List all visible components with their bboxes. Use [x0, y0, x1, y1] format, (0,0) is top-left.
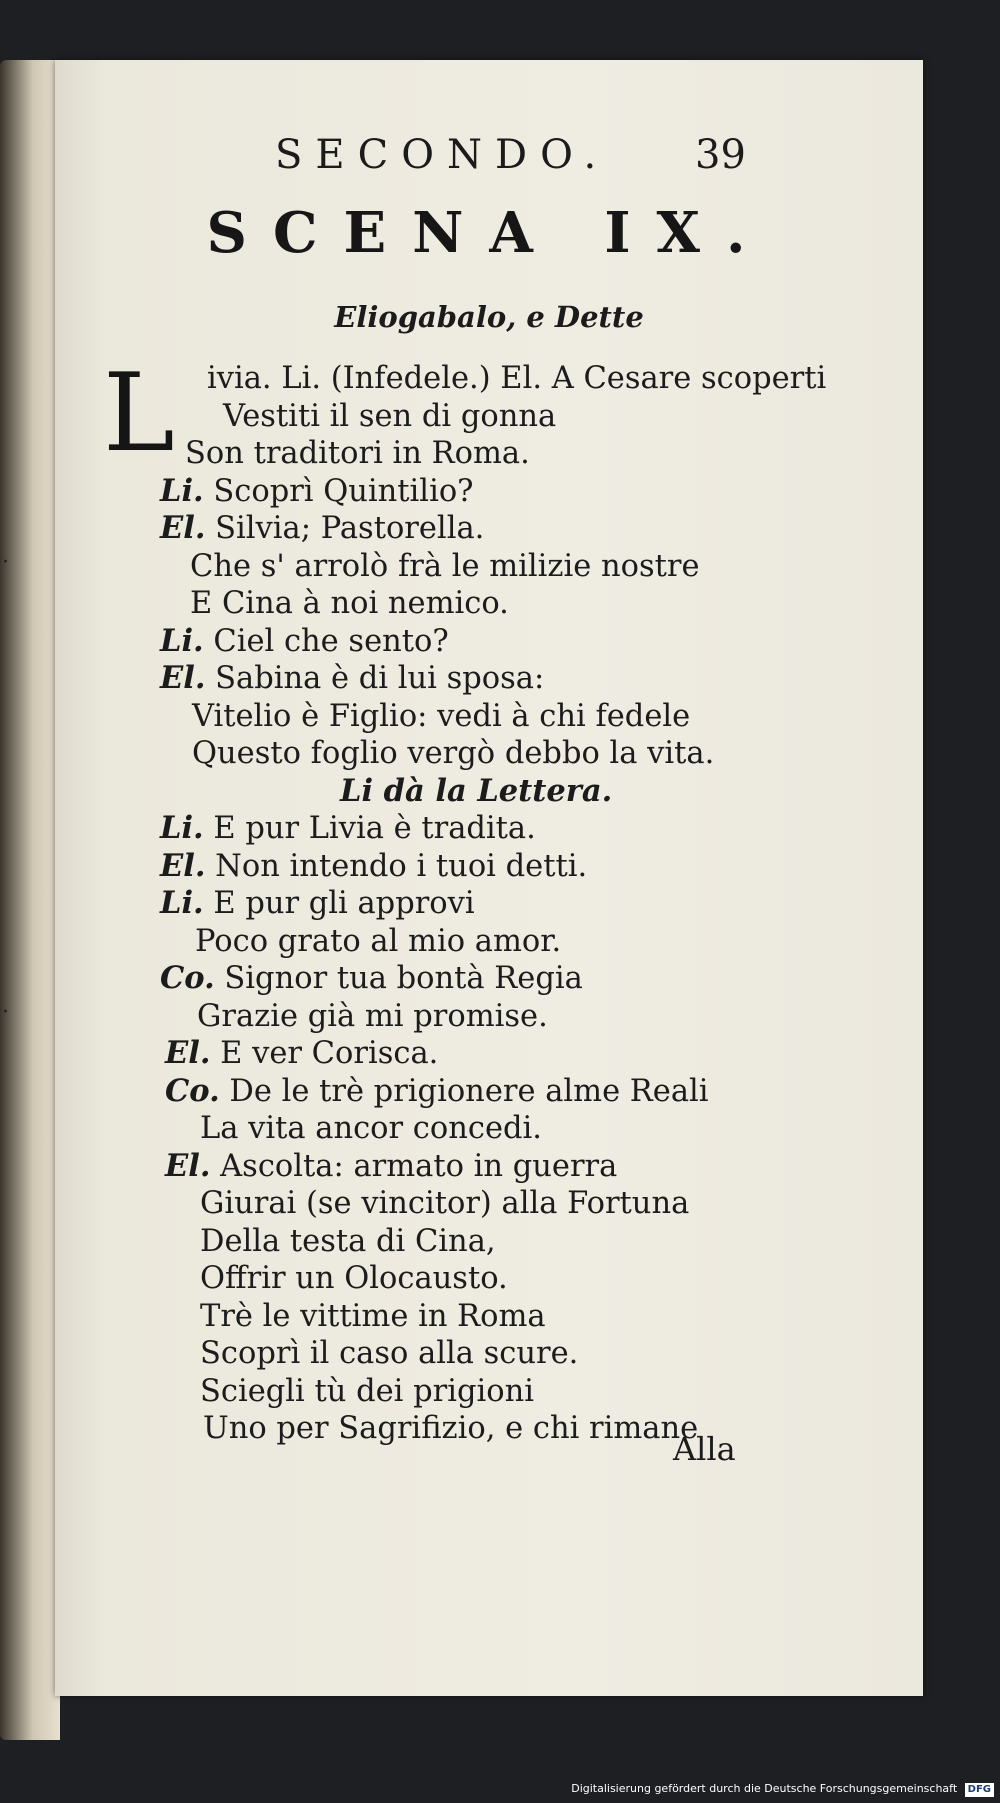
- line-text: E ver Corisca.: [220, 1036, 439, 1071]
- line-text: Uno per Sagrifizio, e chi rimane: [203, 1411, 699, 1446]
- verse-line: [115, 1410, 875, 1448]
- verse-line: [115, 1148, 875, 1186]
- verse-line: [115, 773, 875, 811]
- verse-line: [115, 510, 875, 548]
- line-text: Poco grato al mio amor.: [195, 923, 562, 959]
- line-text: E pur Livia è tradita.: [213, 811, 536, 846]
- credit-text: Digitalisierung gefördert durch die Deutsche Forschungsgemeinschaft: [571, 1782, 958, 1795]
- book-page: [55, 60, 923, 1696]
- verse-line: [115, 923, 875, 961]
- speaker-label: El.: [160, 660, 206, 696]
- speaker-label: Li.: [160, 810, 204, 846]
- speaker-label: El.: [165, 1147, 211, 1184]
- verse-line: [115, 1373, 875, 1411]
- line-text: Della testa di Cina,: [200, 1223, 496, 1259]
- spine-mark: ·: [2, 1000, 9, 1025]
- digitization-credit: [571, 1779, 994, 1799]
- line-text: Trè le vittime in Roma: [200, 1298, 546, 1334]
- line-text: De le trè prigionere alme Reali: [229, 1073, 709, 1109]
- verse-line: [115, 698, 875, 736]
- verse-line: [115, 735, 875, 773]
- spine-mark: ·: [2, 550, 9, 575]
- speaker-label: Li.: [160, 472, 204, 509]
- line-text: Sciegli tù dei prigioni: [200, 1373, 535, 1409]
- verse-line: [115, 810, 875, 848]
- line-text: Questo foglio vergò debbo la vita.: [192, 736, 715, 771]
- speaker-label: Co.: [165, 1072, 220, 1109]
- verse-line: [115, 885, 875, 923]
- verse-line: [115, 360, 875, 398]
- verse-line: [115, 1035, 875, 1073]
- line-text: La vita ancor concedi.: [200, 1111, 542, 1146]
- drop-cap: L: [103, 351, 175, 476]
- speaker-label: Co.: [160, 960, 215, 996]
- verse-line: [115, 998, 875, 1036]
- verse-line: [115, 398, 875, 436]
- verse-line: [115, 660, 875, 698]
- verse-line: [115, 1335, 875, 1373]
- catchword: Alla: [673, 1430, 736, 1468]
- line-text: Vestiti il sen di gonna: [223, 398, 557, 434]
- verse-line: [115, 1298, 875, 1336]
- verse-line: [115, 960, 875, 998]
- speaker-label: El.: [160, 510, 206, 546]
- verse-line: [115, 1260, 875, 1298]
- line-text: Silvia; Pastorella.: [215, 511, 485, 546]
- stage-direction: Li dà la Lettera.: [340, 772, 613, 809]
- verse-line: [115, 1223, 875, 1261]
- speaker-label: Li.: [160, 622, 204, 659]
- line-text: Ascolta: armato in guerra: [220, 1148, 618, 1184]
- verse-line: [115, 548, 875, 586]
- line-text: Non intendo i tuoi detti.: [215, 848, 588, 884]
- speaker-label: El.: [165, 1035, 211, 1071]
- page-number: 39: [695, 132, 746, 178]
- scene-cast: Eliogabalo, e Dette: [334, 300, 644, 334]
- line-text: Sabina è di lui sposa:: [215, 661, 545, 696]
- line-text: Vitelio è Figlio: vedi à chi fedele: [192, 698, 691, 734]
- line-text: Grazie già mi promise.: [197, 998, 548, 1034]
- line-text: Son traditori in Roma.: [185, 436, 530, 471]
- line-text: Che s' arrolò frà le milizie nostre: [190, 548, 700, 584]
- book-spine: [0, 60, 60, 1740]
- line-text: Giurai (se vincitor) alla Fortuna: [200, 1186, 690, 1221]
- speaker-label: Li.: [160, 885, 204, 921]
- verse-line: [115, 435, 875, 473]
- line-text: ivia. Li. (Infedele.) El. A Cesare scoperti: [207, 361, 827, 396]
- dialogue-text: [115, 360, 875, 1448]
- speaker-label: El.: [160, 847, 206, 884]
- scene-title: SCENA IX.: [206, 200, 772, 266]
- line-text: Ciel che sento?: [213, 623, 449, 659]
- line-text: Scoprì il caso alla scure.: [200, 1336, 579, 1371]
- line-text: Offrir un Olocausto.: [200, 1261, 508, 1296]
- line-text: Signor tua bontà Regia: [224, 961, 583, 996]
- verse-line: [115, 585, 875, 623]
- verse-line: [115, 1110, 875, 1148]
- running-head-title: SECONDO.: [275, 132, 610, 178]
- line-text: Scoprì Quintilio?: [213, 473, 474, 509]
- dfg-logo: DFG: [965, 1783, 994, 1797]
- verse-line: [115, 623, 875, 661]
- line-text: E pur gli approvi: [213, 886, 475, 921]
- verse-line: [115, 1073, 875, 1111]
- verse-line: [115, 473, 875, 511]
- verse-line: [115, 848, 875, 886]
- line-text: E Cina à noi nemico.: [190, 586, 509, 621]
- verse-line: [115, 1185, 875, 1223]
